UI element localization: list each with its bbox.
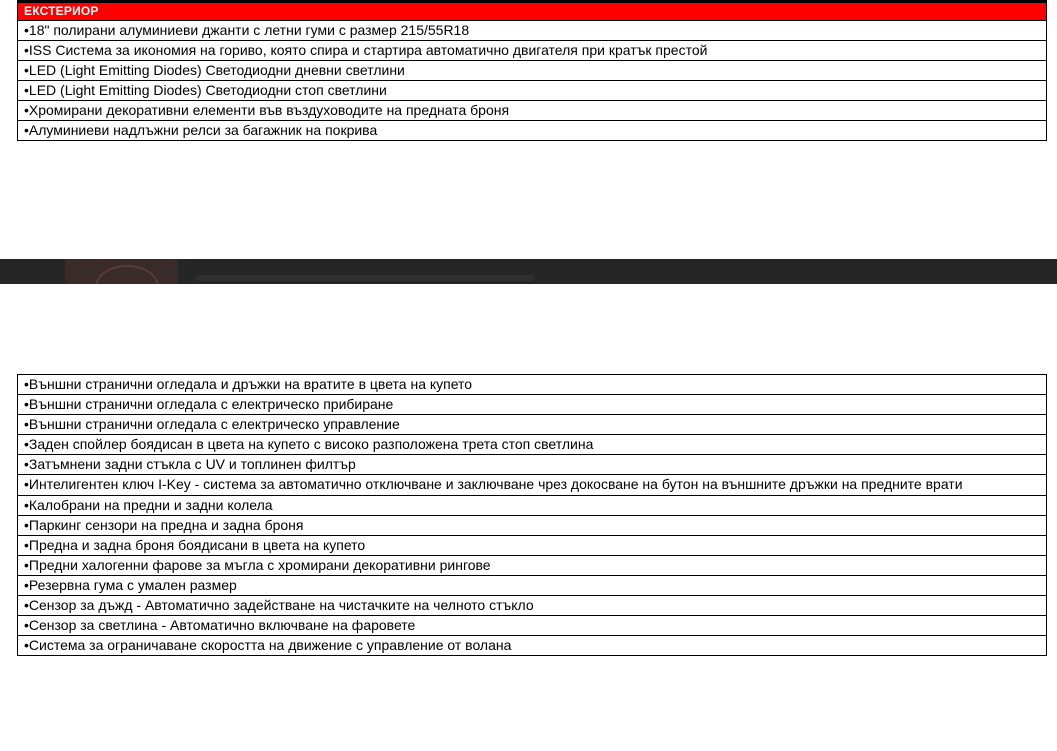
table-row [18,495,1047,515]
table-row [18,101,1047,121]
list-item: •Хромирани декоративни елементи във въздуховодите на предната броня [18,101,1047,121]
list-item: •ISS Система за икономия на гориво, която спира и стартира автоматично двигателя при кратък престой [18,41,1047,61]
table-row [18,435,1047,455]
list-item: •Предна и задна броня боядисани в цвета на купето [18,535,1047,555]
list-item: •Външни странични огледала с електрическо прибиране [18,395,1047,415]
table-row [18,61,1047,81]
list-item: •Калобрани на предни и задни колела [18,495,1047,515]
table-row [18,595,1047,615]
table-row [18,21,1047,41]
list-item: •Заден спойлер боядисан в цвета на купето с високо разположена трета стоп светлина [18,435,1047,455]
list-item: •LED (Light Emitting Diodes) Светодиодни дневни светлини [18,61,1047,81]
list-item: •Интелигентен ключ I-Key - система за автоматично отключване и заключване чрез докосване на бутон на външните дръжки на предните врати [18,475,1047,496]
table-row [18,81,1047,101]
table-row [18,415,1047,435]
list-item: •18" полирани алуминиеви джанти с летни гуми с размер 215/55R18 [18,21,1047,41]
faded-logo-icon [65,259,178,284]
table-row [18,475,1047,496]
list-item: •Паркинг сензори на предна и задна броня [18,515,1047,535]
features-table [17,374,1047,656]
table-row [18,121,1047,141]
exterior-header-row [18,3,1047,21]
faded-title-strip [195,275,535,281]
list-item: •Система за ограничаване скоростта на движение с управление от волана [18,635,1047,655]
table-row [18,635,1047,655]
table-row [18,455,1047,475]
list-item: •Външни странични огледала и дръжки на вратите в цвета на купето [18,375,1047,395]
list-item: •Сензор за светлина - Автоматично включване на фаровете [18,615,1047,635]
list-item: •Алуминиеви надлъжни релси за багажник на покрива [18,121,1047,141]
table-row [18,395,1047,415]
page-divider-band [0,259,1057,284]
table-row [18,615,1047,635]
list-item: •LED (Light Emitting Diodes) Светодиодни стоп светлини [18,81,1047,101]
table-row [18,575,1047,595]
table-row [18,535,1047,555]
list-item: •Сензор за дъжд - Автоматично задействане на чистачките на челното стъкло [18,595,1047,615]
list-item: •Външни странични огледала с електрическо управление [18,415,1047,435]
list-item: •Предни халогенни фарове за мъгла с хромирани декоративни рингове [18,555,1047,575]
table-row [18,41,1047,61]
list-item: •Затъмнени задни стъкла с UV и топлинен филтър [18,455,1047,475]
exterior-header: ЕКСТЕРИОР [18,3,1047,21]
table-row [18,375,1047,395]
table-row [18,555,1047,575]
exterior-table [17,2,1047,141]
list-item: •Резервна гума с умален размер [18,575,1047,595]
table-row [18,515,1047,535]
